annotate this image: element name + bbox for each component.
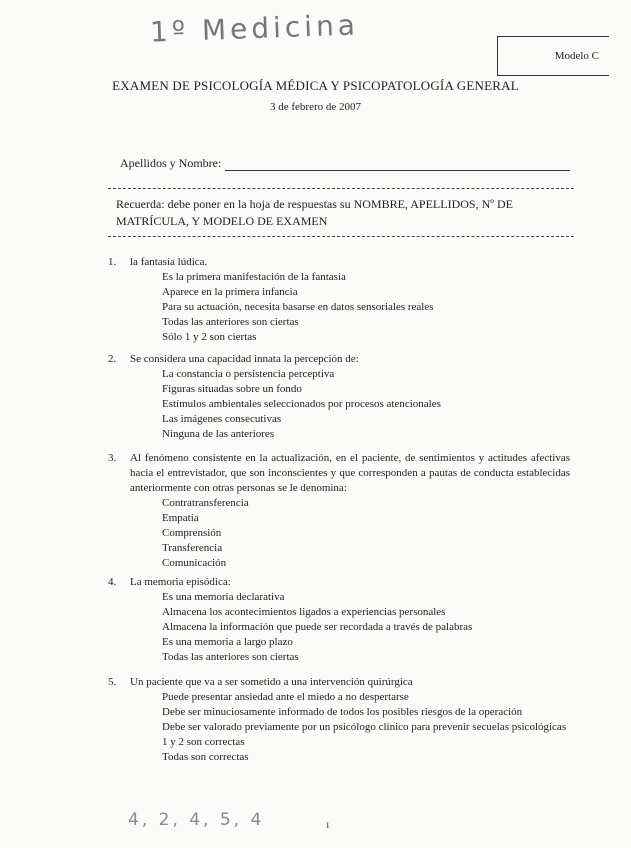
option: Para su actuación, necesita basarse en datos sensoriales reales <box>162 301 434 313</box>
option: Ninguna de las anteriores <box>162 428 275 440</box>
question-number: 2. <box>108 353 117 365</box>
option: Todas son correctas <box>162 751 249 763</box>
question-1 <box>108 255 570 345</box>
question-stem: Un paciente que va a ser sometido a una intervención quirúrgica <box>130 676 413 688</box>
option: La constancia o persistencia perceptiva <box>162 368 335 380</box>
option: Contratransferencia <box>162 497 249 509</box>
option: Todas las anteriores son ciertas <box>162 651 299 663</box>
option: Debe ser valorado previamente por un psicólogo clínico para prevenir secuelas psicológicas <box>162 721 567 733</box>
exam-model-box: Modelo C <box>497 36 609 76</box>
option: Es una memoria declarativa <box>162 591 285 603</box>
option: Debe ser minuciosamente informado de todos los posibles riesgos de la operación <box>162 706 523 718</box>
question-stem: La memoria episódica: <box>130 576 231 588</box>
question-5 <box>108 675 570 765</box>
question-stem: Al fenómeno consistente en la actualización, en el paciente, de sentimientos y actitudes afectivas hacia el entrevistador, que son inconscientes y que corresponden a pautas de conducta establecidas anteriormente con otras personas se le denomina: <box>130 452 570 494</box>
exam-date: 3 de febrero de 2007 <box>269 101 362 113</box>
pencil-answers: 4, 2, 4, 5, 4 <box>128 810 265 830</box>
option: Es la primera manifestación de la fantasía <box>162 271 346 283</box>
option: 1 y 2 son correctas <box>162 736 245 748</box>
option: Comprensión <box>162 527 222 539</box>
question-number: 1. <box>108 256 117 268</box>
option: Almacena la información que puede ser recordada a través de palabras <box>162 621 473 633</box>
option: Transferencia <box>162 542 223 554</box>
option: Las imágenes consecutivas <box>162 413 282 425</box>
question-2 <box>108 352 570 442</box>
option: Sólo 1 y 2 son ciertas <box>162 331 257 343</box>
question-number: 5. <box>108 676 117 688</box>
question-4 <box>108 575 570 665</box>
pencil-mark: ı <box>326 817 330 831</box>
question-number: 4. <box>108 576 117 588</box>
option: Empatía <box>162 512 199 524</box>
question-stem: Se considera una capacidad innata la percepción de: <box>130 353 359 365</box>
exam-title: EXAMEN DE PSICOLOGÍA MÉDICA Y PSICOPATOLOGÍA GENERAL <box>112 78 519 93</box>
question-3 <box>108 451 570 571</box>
option: Comunicación <box>162 557 227 569</box>
name-field[interactable] <box>120 156 570 171</box>
option: Estímulos ambientales seleccionados por procesos atencionales <box>162 398 441 410</box>
option: Todas las anteriores son ciertas <box>162 316 299 328</box>
question-number: 3. <box>108 452 117 464</box>
handwritten-header: 1º Medicina <box>149 8 360 49</box>
question-stem: la fantasía lúdica. <box>130 256 208 268</box>
option: Almacena los acontecimientos ligados a experiencias personales <box>162 606 446 618</box>
name-line[interactable] <box>225 158 570 171</box>
option: Aparece en la primera infancia <box>162 286 298 298</box>
option: Es una memoria a largo plazo <box>162 636 293 648</box>
option: Figuras situadas sobre un fondo <box>162 383 302 395</box>
notice-box: Recuerda: debe poner en la hoja de respuestas su NOMBRE, APELLIDOS, Nº DE MATRÍCULA, Y MODELO DE EXAMEN <box>108 188 574 237</box>
name-label: Apellidos y Nombre: <box>120 156 222 170</box>
option: Puede presentar ansiedad ante el miedo a no despertarse <box>162 691 409 703</box>
